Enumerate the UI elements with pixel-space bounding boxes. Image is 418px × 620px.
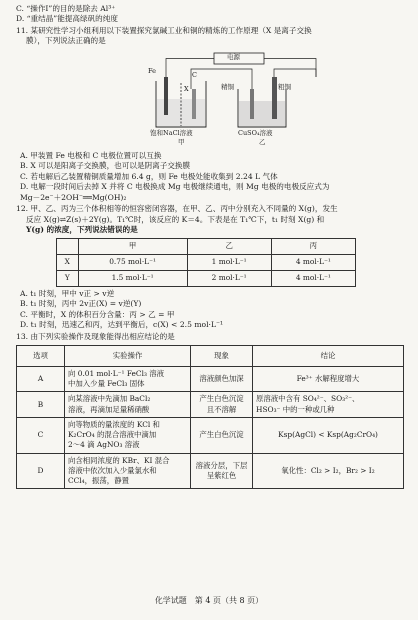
operation-cell — [65, 417, 191, 453]
cuso4-solution-label: CuSO₄溶液 — [238, 128, 273, 137]
electrolysis-figure — [16, 49, 404, 149]
phenomenon-line: 呈紫红色 — [206, 470, 237, 480]
table-cell: 2 mol·L⁻¹ — [187, 270, 271, 286]
q12-stem-line2: 反应 X(g)⇌Z(s)＋2Y(g)。T₁℃时，该反应的 K＝4。下表是在 T₁℃下，t₁ 时刻 X(g) 和 — [26, 214, 325, 224]
power-label: 电源 — [227, 52, 240, 61]
row-option-a: A — [17, 366, 65, 391]
phenomenon-cell — [191, 392, 253, 417]
phenomenon-cell — [191, 366, 253, 391]
table-row — [17, 392, 404, 417]
operation-line: 2～4 滴 AgNO₃ 溶液 — [68, 440, 140, 450]
q11-option-c: C. 若电解后乙装置精铜质量增加 6.4 g，则 Fe 电极处能收集到 2.24 L 气体 — [20, 171, 278, 181]
membrane-x-label: X — [184, 84, 189, 93]
operation-cell — [65, 392, 191, 417]
row-option-c: C — [17, 417, 65, 453]
c-electrode-label: C — [192, 70, 197, 79]
operation-line: CCl₄，振荡，静置 — [68, 475, 129, 485]
header-phenomenon: 现象 — [191, 345, 253, 366]
phenomenon-line: 产生白色沉淀 — [199, 430, 244, 440]
table-cell — [57, 238, 79, 254]
conclusion-line: 氧化性：Cl₂ > I₂，Br₂ > I₂ — [281, 465, 375, 475]
operation-line: 向 0.01 mol·L⁻¹ FeCl₃ 溶液 — [68, 368, 165, 378]
table-row — [57, 254, 356, 270]
q12-option-c: C. 平衡时，X 的体积百分含量：丙 > 乙 = 甲 — [20, 309, 175, 319]
table-row — [17, 417, 404, 453]
header-operation: 实验操作 — [65, 345, 191, 366]
row-option-d: D — [17, 453, 65, 489]
q11-option-b: B. X 可以是阳离子交换膜，也可以是阴离子交换膜 — [20, 161, 191, 171]
q12-option-d: D. t₁ 时刻，迅速乙和丙，达到平衡后，c(X) < 2.5 mol·L⁻¹ — [20, 320, 224, 330]
phenomenon-line: 产生白色沉淀 — [199, 394, 244, 404]
q11-stem-line2: 膜），下列说法正确的是 — [26, 36, 106, 46]
table-cell: 4 mol·L⁻¹ — [271, 270, 355, 286]
phenomenon-cell — [191, 417, 253, 453]
q10-option-c: C. “操作Ⅰ”的目的是除去 Al³⁺ — [16, 4, 116, 13]
page-footer: 化学试题 第 4 页（共 8 页） — [154, 595, 264, 605]
table-row — [57, 270, 356, 286]
phenomenon-line: 且不溶解 — [206, 404, 237, 414]
table-row — [17, 366, 404, 391]
q12-option-b: B. t₁ 时刻，丙中 2v正(X) = v逆(Y) — [20, 299, 142, 309]
table-cell: 甲 — [78, 238, 187, 254]
operation-line: 中加入少量 FeCl₃ 固体 — [68, 379, 145, 389]
operation-line: 向某溶液中先滴加 BaCl₂ — [68, 394, 151, 404]
conclusion-cell — [253, 392, 404, 417]
q13-stem: 13. 由下列实验操作及现象能得出相应结论的是 — [16, 331, 175, 341]
q10-option-d: D. “重结晶”能提高绿矾的纯度 — [16, 14, 118, 24]
question-12 — [16, 204, 404, 330]
q11-option-d-equation: Mg－2e⁻＋2OH⁻══Mg(OH)₂ — [20, 192, 127, 202]
conclusion-cell — [253, 417, 404, 453]
conclusion-cell — [253, 366, 404, 391]
operation-line: K₂CrO₄ 的混合溶液中滴加 — [68, 430, 157, 440]
fine-copper-label: 精铜 — [221, 82, 234, 91]
electrolysis-diagram — [16, 49, 406, 149]
q11-option-d: D. 电解一段时间后去掉 X 并将 C 电极换成 Mg 电极继续通电，则 Mg 电极的电极反应式为 — [20, 182, 330, 192]
q13-experiment-table — [16, 345, 404, 489]
table-row — [17, 453, 404, 489]
operation-cell — [65, 453, 191, 489]
operation-cell — [65, 366, 191, 391]
table-header-row — [57, 238, 356, 254]
row-option-b: B — [17, 392, 65, 417]
nacl-solution-label: 饱和NaCl溶液 — [150, 128, 193, 137]
phenomenon-cell — [191, 453, 253, 489]
fe-electrode-label: Fe — [148, 66, 157, 75]
device-yi-label: 乙 — [259, 137, 266, 146]
q12-option-a: A. t₁ 时刻，甲中 v正 > v逆 — [20, 288, 115, 298]
conclusion-line: Fe³⁺ 水解程度增大 — [296, 374, 360, 384]
question-13 — [16, 332, 404, 490]
conclusion-line: 原溶液中含有 SO₄²⁻、SO₃²⁻、 — [256, 394, 360, 404]
q12-concentration-table — [56, 238, 356, 287]
q11-option-a: A. 甲装置 Fe 电极和 C 电极位置可以互换 — [20, 150, 162, 160]
operation-line: 向等物质的量浓度的 KCl 和 — [68, 419, 160, 429]
phenomenon-line: 溶液分层，下层 — [195, 460, 248, 470]
q12-stem-line1: 12. 甲、乙、丙为三个体积相等的恒容密闭容器，在甲、乙、丙中分别充入不同量的 X(g)，发生 — [16, 204, 338, 214]
conclusion-line: Ksp(AgCl) < Ksp(Ag₂CrO₄) — [278, 430, 378, 440]
table-cell: 4 mol·L⁻¹ — [271, 254, 355, 270]
conclusion-line: HSO₃⁻ 中的一种或几种 — [256, 404, 335, 414]
table-cell: 0.75 mol·L⁻¹ — [78, 254, 187, 270]
table-cell: X — [57, 254, 79, 270]
table-header-row — [17, 345, 404, 366]
table-cell: Y — [57, 270, 79, 286]
crude-copper-label: 粗铜 — [278, 82, 291, 91]
operation-line: 向含相同浓度的 KBr、KI 混合 — [68, 455, 170, 465]
header-conclusion: 结论 — [253, 345, 404, 366]
table-cell: 丙 — [271, 238, 355, 254]
header-option: 选项 — [17, 345, 65, 366]
device-jia-label: 甲 — [178, 137, 185, 146]
phenomenon-line: 溶液颜色加深 — [199, 374, 244, 384]
q11-stem-line1: 11. 某研究性学习小组利用以下装置探究氯碱工业和铜的精炼的工作原理（X 是离子交换 — [16, 25, 312, 35]
conclusion-cell — [253, 453, 404, 489]
question-11 — [16, 26, 404, 203]
table-cell: 1 mol·L⁻¹ — [187, 254, 271, 270]
q12-stem-line3: Y(g) 的浓度，下列说法错误的是 — [26, 225, 138, 235]
table-cell: 乙 — [187, 238, 271, 254]
operation-line: 溶液，再滴加足量稀硝酸 — [68, 404, 150, 414]
operation-line: 溶液中依次加入少量氯水和 — [68, 465, 157, 475]
table-cell: 1.5 mol·L⁻¹ — [78, 270, 187, 286]
